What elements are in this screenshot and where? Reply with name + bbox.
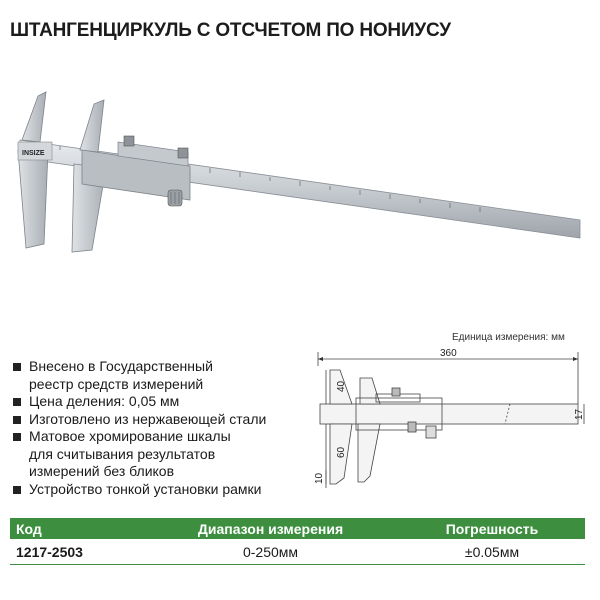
feature-item — [12, 411, 266, 429]
header-code: Код — [10, 518, 142, 539]
feature-line: Матовое хромирование шкалы — [29, 428, 231, 444]
feature-line: Цена деления: 0,05 мм — [29, 393, 180, 409]
feature-item — [12, 358, 266, 393]
feature-item — [12, 428, 266, 481]
cell-range: 0-250мм — [142, 539, 399, 565]
brand-logo: INSIZE — [22, 150, 45, 157]
table-header-row — [10, 518, 585, 539]
cell-code: 1217-2503 — [10, 539, 142, 565]
cell-accuracy: ±0.05мм — [399, 539, 585, 565]
feature-item — [12, 481, 266, 499]
header-accuracy: Погрешность — [399, 518, 585, 539]
sliding-upper-jaw — [80, 100, 104, 152]
dim-beam: 17 — [574, 408, 585, 420]
fixed-lower-jaw — [18, 150, 48, 248]
dimension-drawing — [310, 345, 590, 495]
feature-line: измерений без бликов — [29, 463, 175, 479]
feature-line: Внесено в Государственный — [29, 358, 213, 374]
caliper-photo — [0, 80, 600, 270]
dim-lower-jaw: 60 — [336, 446, 347, 458]
feature-line: Изготовлено из нержавеющей стали — [29, 410, 267, 427]
feature-line: для считывания результатов — [29, 445, 216, 462]
feature-item — [12, 393, 266, 411]
feature-line: Устройство тонкой установки рамки — [29, 480, 262, 497]
unit-note: Единица измерения: мм — [452, 332, 565, 343]
feature-list — [12, 358, 266, 498]
dim-tip: 10 — [314, 472, 325, 484]
table-row — [10, 539, 585, 565]
feature-line: реестр средств измерений — [29, 375, 204, 392]
dim-length: 360 — [440, 348, 457, 359]
fine-adjustment-wheel-icon — [168, 190, 182, 206]
page-title: ШТАНГЕНЦИРКУЛЬ С ОТСЧЕТОМ ПО НОНИУСУ — [10, 20, 451, 41]
dim-upper-jaw: 40 — [336, 380, 347, 392]
spec-table — [10, 518, 585, 565]
header-range: Диапазон измерения — [142, 518, 399, 539]
fixed-upper-jaw — [22, 92, 46, 142]
